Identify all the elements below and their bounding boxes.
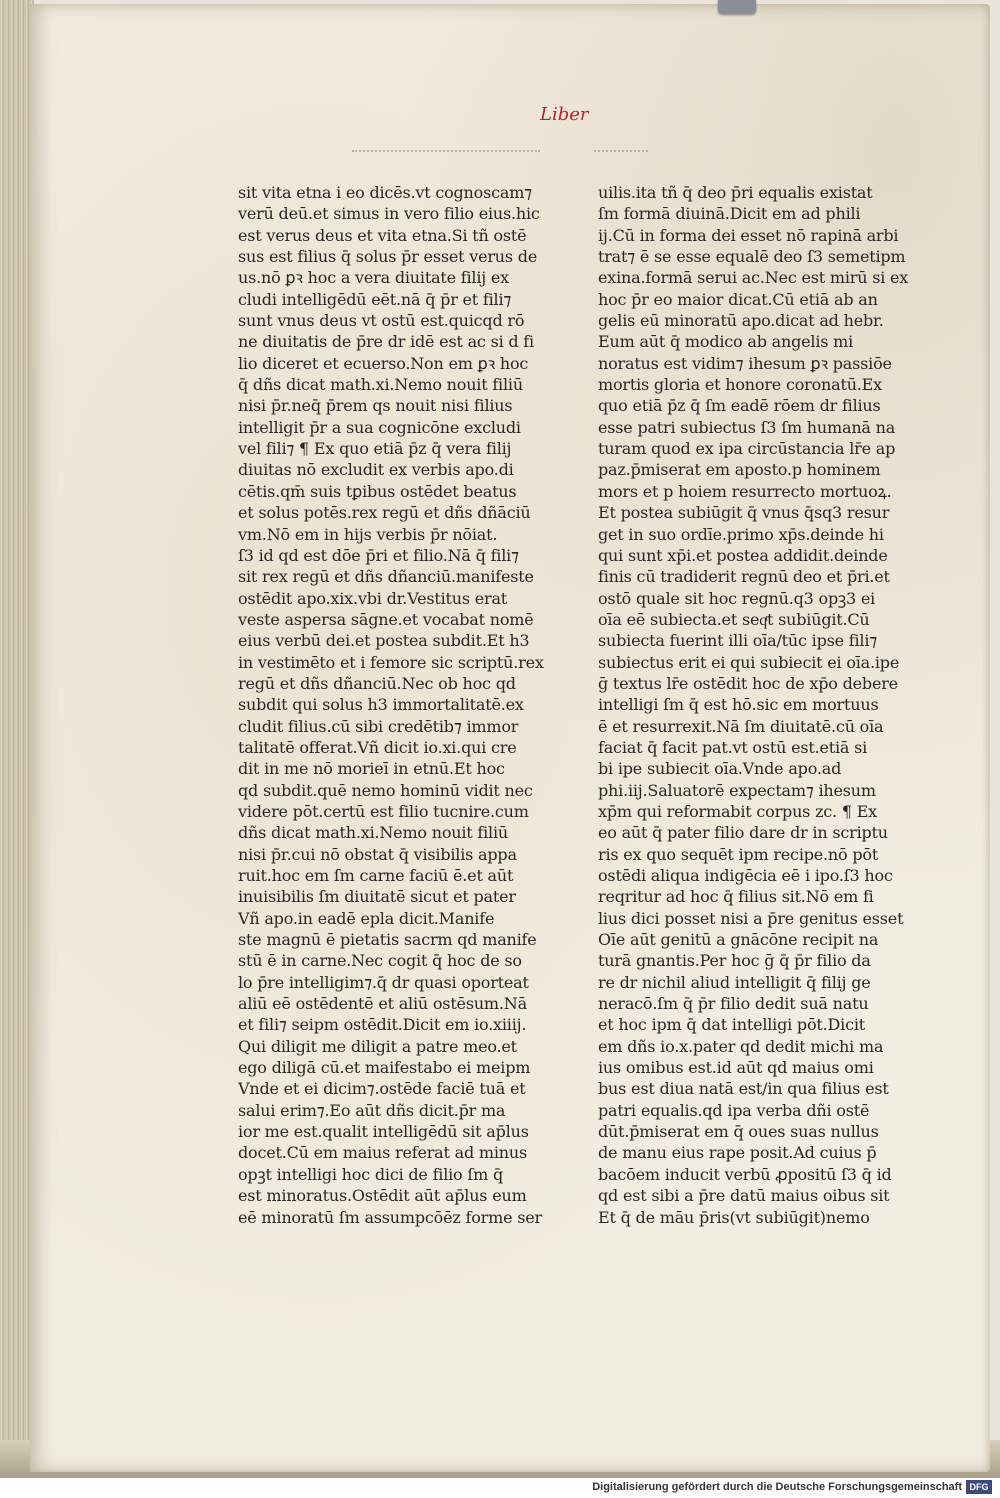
text-line: Et postea subiūgit q̄ vnus q̄sq3 resur [598, 503, 890, 523]
text-line: ē et resurrexit.Nā ſm diuitatē.cū oīa [598, 716, 884, 736]
text-line: bacōem inducit verbū ꝓpositū ſ3 q̄ id [598, 1164, 892, 1184]
page-clip [718, 0, 756, 14]
text-line: turā gnantis.Per hoc ḡ q̄ p̄r filio da [598, 951, 871, 971]
show-through-text [352, 150, 540, 158]
text-line: ruit.hoc em ſm carne faciū ē.et aūt [238, 866, 514, 885]
text-line: videre pōt.certū est filio tucnire.cum [238, 801, 529, 821]
text-line: subiectus erit ei qui subiecit ei oīa.ipe [598, 652, 900, 672]
text-line: q̄ dñs dicat math.xi.Nemo nouit filiū [238, 375, 523, 395]
text-line: ego diligā cū.et maifestabo ei meipm [238, 1058, 531, 1078]
text-line: neracō.ſm q̄ p̄r filio dedit suā natu [598, 994, 869, 1014]
text-line: noratus est vidim⁊ ihesum ꝑꝛ passiōe [598, 353, 892, 373]
text-line: Vnde et ei dicim⁊.ostēde faciē tuā et [238, 1079, 526, 1099]
text-line: inuisibilis ſm diuitatē sicut et pater [238, 887, 516, 907]
show-through-text-right [594, 150, 648, 158]
text-line: ste magnū ē pietatis sacrm qd manife [238, 930, 537, 950]
text-line: sus est filius q̄ solus p̄r esset verus de [238, 247, 538, 267]
text-line: hoc p̄r eo maior dicat.Cū etiā ab an [598, 289, 878, 309]
text-line: ſm formā diuinā.Dicit em ad phili [598, 204, 861, 224]
text-line: docet.Cū em maius referat ad minus [238, 1143, 527, 1163]
text-line: finis cū tradiderit regnū deo et p̄ri.et [598, 567, 890, 587]
text-line: qui sunt xp̄i.et postea addidit.deinde [598, 545, 888, 565]
text-line: ris ex quo sequēt ipm recipe.nō pōt [598, 844, 879, 864]
text-line: phi.iij.Saluatorē expectam⁊ ihesum [598, 780, 876, 800]
text-line: re dr nichil aliud intelligit q̄ filij ge [598, 972, 871, 992]
text-line: lo p̄re intelligim⁊.q̄ dr quasi oporteat [238, 972, 529, 992]
text-line: ſ3 id qd est dōe p̄ri et filio.Nā q̄ fili⁊ [238, 545, 519, 565]
text-line: cludi intelligēdū eēt.nā q̄ p̄r et fili⁊ [238, 289, 512, 309]
text-line: est verus deus et vita etna.Si tñ ostē [238, 225, 527, 245]
text-line: subdit qui solus h3 immortalitatē.ex [238, 695, 524, 715]
text-line: ostēdi aliqua indigēcia eē i ipo.ſ3 hoc [598, 866, 893, 885]
text-line: gelis eū minoratū apo.dicat ad hebr. [598, 311, 884, 331]
text-line: stū ē in carne.Nec cogit q̄ hoc de so [238, 951, 522, 971]
text-line: exina.formā serui ac.Nec est mirū si ex [598, 268, 909, 288]
text-line: xp̄m qui reformabit corpus zc. ¶ Ex [598, 801, 877, 821]
text-line: Eum aūt q̄ modico ab angelis mi [598, 332, 854, 352]
text-line: est minoratus.Ostēdit aūt ap̄lus eum [238, 1186, 527, 1206]
text-line: intelligi ſm q̄ est hō.sic em mortuus [598, 695, 879, 715]
text-line: paz.p̄miserat em aposto.p hominem [598, 460, 881, 480]
text-column-right [598, 182, 910, 1228]
text-line: Et q̄ de māu p̄ris(vt subiūgit)nemo [598, 1207, 870, 1227]
text-line: eius verbū dei.et postea subdit.Et h3 [238, 631, 530, 651]
text-line: Vñ apo.in eadē epla dicit.Manife [238, 908, 495, 928]
text-line: qd subdit.quē nemo hominū vidit nec [238, 780, 533, 800]
text-line: ius omibus est.id aūt qd maius omi [598, 1058, 874, 1078]
text-line: sunt vnus deus vt ostū est.quicqd rō [238, 311, 525, 331]
text-line: ij.Cū in forma dei esset nō rapinā arbi [598, 225, 899, 245]
text-line: eē minoratū ſm assumpcōēz forme ser [238, 1207, 542, 1227]
text-line: vel fili⁊ ¶ Ex quo etiā p̄z q̄ vera filij [238, 439, 512, 459]
book-block-edge [0, 0, 34, 1478]
text-line: lius dici posset nisi a p̄re genitus esset [598, 908, 904, 928]
funding-credit: Digitalisierung gefördert durch die Deutsche Forschungsgemeinschaft [592, 1481, 962, 1493]
text-line: patri equalis.qd ipa verba dñi ostē [598, 1100, 870, 1120]
text-line: lio diceret et ecuerso.Non em ꝑꝛ hoc [238, 353, 529, 373]
text-line: esse patri subiectus ſ3 ſm humanā na [598, 417, 896, 437]
text-line: vm.Nō em in hijs verbis p̄r nōiat. [238, 524, 498, 544]
text-line: reqritur ad hoc q̄ filius sit.Nō em fi [598, 887, 874, 907]
text-line: veste aspersa sāgne.et vocabat nomē [238, 609, 534, 629]
text-line: ostēdit apo.xix.vbi dr.Vestitus erat [238, 588, 508, 608]
text-line: dñs dicat math.xi.Nemo nouit filiū [238, 823, 508, 843]
text-line: mors et p hoiem resurrecto mortuoꝝ. [598, 481, 892, 501]
text-line: quo etiā p̄z q̄ ſm eadē rōem dr filius [598, 396, 881, 416]
text-line: Oīe aūt genitū a gnācōne recipit na [598, 930, 879, 950]
text-line: em dñs io.x.pater qd dedit michi ma [598, 1036, 884, 1056]
text-line: oīa eē subiecta.et seqͬt subiūgit.Cū [598, 609, 870, 629]
text-line: sit vita etna i eo dicēs.vt cognoscam⁊ [238, 183, 532, 202]
text-line: cludit filius.cū sibi credētib⁊ immor [238, 716, 519, 736]
text-line: aliū eē ostēdentē et aliū ostēsum.Nā [238, 994, 527, 1014]
text-line: turam quod ex ipa circūstancia lr̄e ap [598, 439, 896, 459]
text-line: faciat q̄ facit pat.vt ostū est.etiā si [598, 737, 868, 757]
text-line: uilis.ita tñ q̄ deo p̄ri equalis existat [598, 183, 873, 202]
text-line: bus est diua natā est/in qua filius est [598, 1079, 889, 1099]
text-line: cētis.qm̄ suis tꝑibus ostēdet beatus [238, 481, 517, 501]
text-line: Qui diligit me diligit a patre meo.et [238, 1036, 517, 1056]
text-line: eo aūt q̄ pater filio dare dr in scriptu [598, 823, 888, 843]
text-line: salui erim⁊.Eo aūt dñs dicit.p̄r ma [238, 1100, 506, 1120]
text-line: et fili⁊ seipm ostēdit.Dicit em io.xiiij. [238, 1015, 527, 1035]
text-line: talitatē offerat.Vñ dicit io.xi.qui cre [238, 737, 517, 757]
text-line: get in suo ordīe.primo xp̄s.deinde hi [598, 524, 884, 544]
text-line: trat⁊ ē se esse equalē deo ſ3 semetipm [598, 247, 906, 267]
text-line: et solus potēs.rex regū et dñs dñāciū [238, 503, 531, 523]
running-head: Liber [540, 104, 589, 125]
text-line: diuitas nō excludit ex verbis apo.di [238, 460, 514, 480]
text-line: dūt.p̄miserat em q̄ oues suas nullus [598, 1122, 879, 1142]
text-line: ior me est.qualit intelligēdū sit ap̄lus [238, 1122, 529, 1142]
text-line: et hoc ipm q̄ dat intelligi pōt.Dicit [598, 1015, 865, 1035]
text-line: us.nō ꝑꝛ hoc a vera diuitate filij ex [238, 268, 509, 288]
text-line: opꝫt intelligi hoc dici de filio ſm q̄ [238, 1164, 504, 1184]
text-line: in vestimēto et i femore sic scriptū.rex [238, 652, 544, 672]
dfg-logo-icon: DFG [966, 1480, 992, 1494]
text-line: subiecta fuerint illi oīa/tūc ipse fili⁊ [598, 631, 878, 651]
text-line: verū deū.et simus in vero filio eius.hic [238, 204, 540, 224]
text-line: qd est sibi a p̄re datū maius oibus sit [598, 1186, 890, 1206]
text-line: sit rex regū et dñs dñanciū.manifeste [238, 567, 534, 587]
text-line: intelligit p̄r a sua cognicōne excludi [238, 417, 521, 437]
text-column-left [238, 182, 558, 1228]
text-line: dit in me nō morieī in etnū.Et hoc [238, 759, 505, 779]
text-line: ne diuitatis de p̄re dr idē est ac si d fi [238, 332, 534, 352]
text-line: nisi p̄r.neq̄ p̄rem qs nouit nisi filius [238, 396, 513, 416]
text-line: ḡ textus lr̄e ostēdit hoc de xp̄o debere [598, 673, 898, 693]
text-line: ostō quale sit hoc regnū.q3 opꝫ3 ei [598, 588, 876, 608]
text-line: bi ipe subiecit oīa.Vnde apo.ad [598, 759, 842, 779]
text-line: mortis gloria et honore coronatū.Ex [598, 375, 882, 395]
text-line: regū et dñs dñanciū.Nec ob hoc qd [238, 673, 516, 693]
text-line: nisi p̄r.cui nō obstat q̄ visibilis appa [238, 844, 517, 864]
text-line: de manu eius rape posit.Ad cuius p̄ [598, 1143, 877, 1163]
